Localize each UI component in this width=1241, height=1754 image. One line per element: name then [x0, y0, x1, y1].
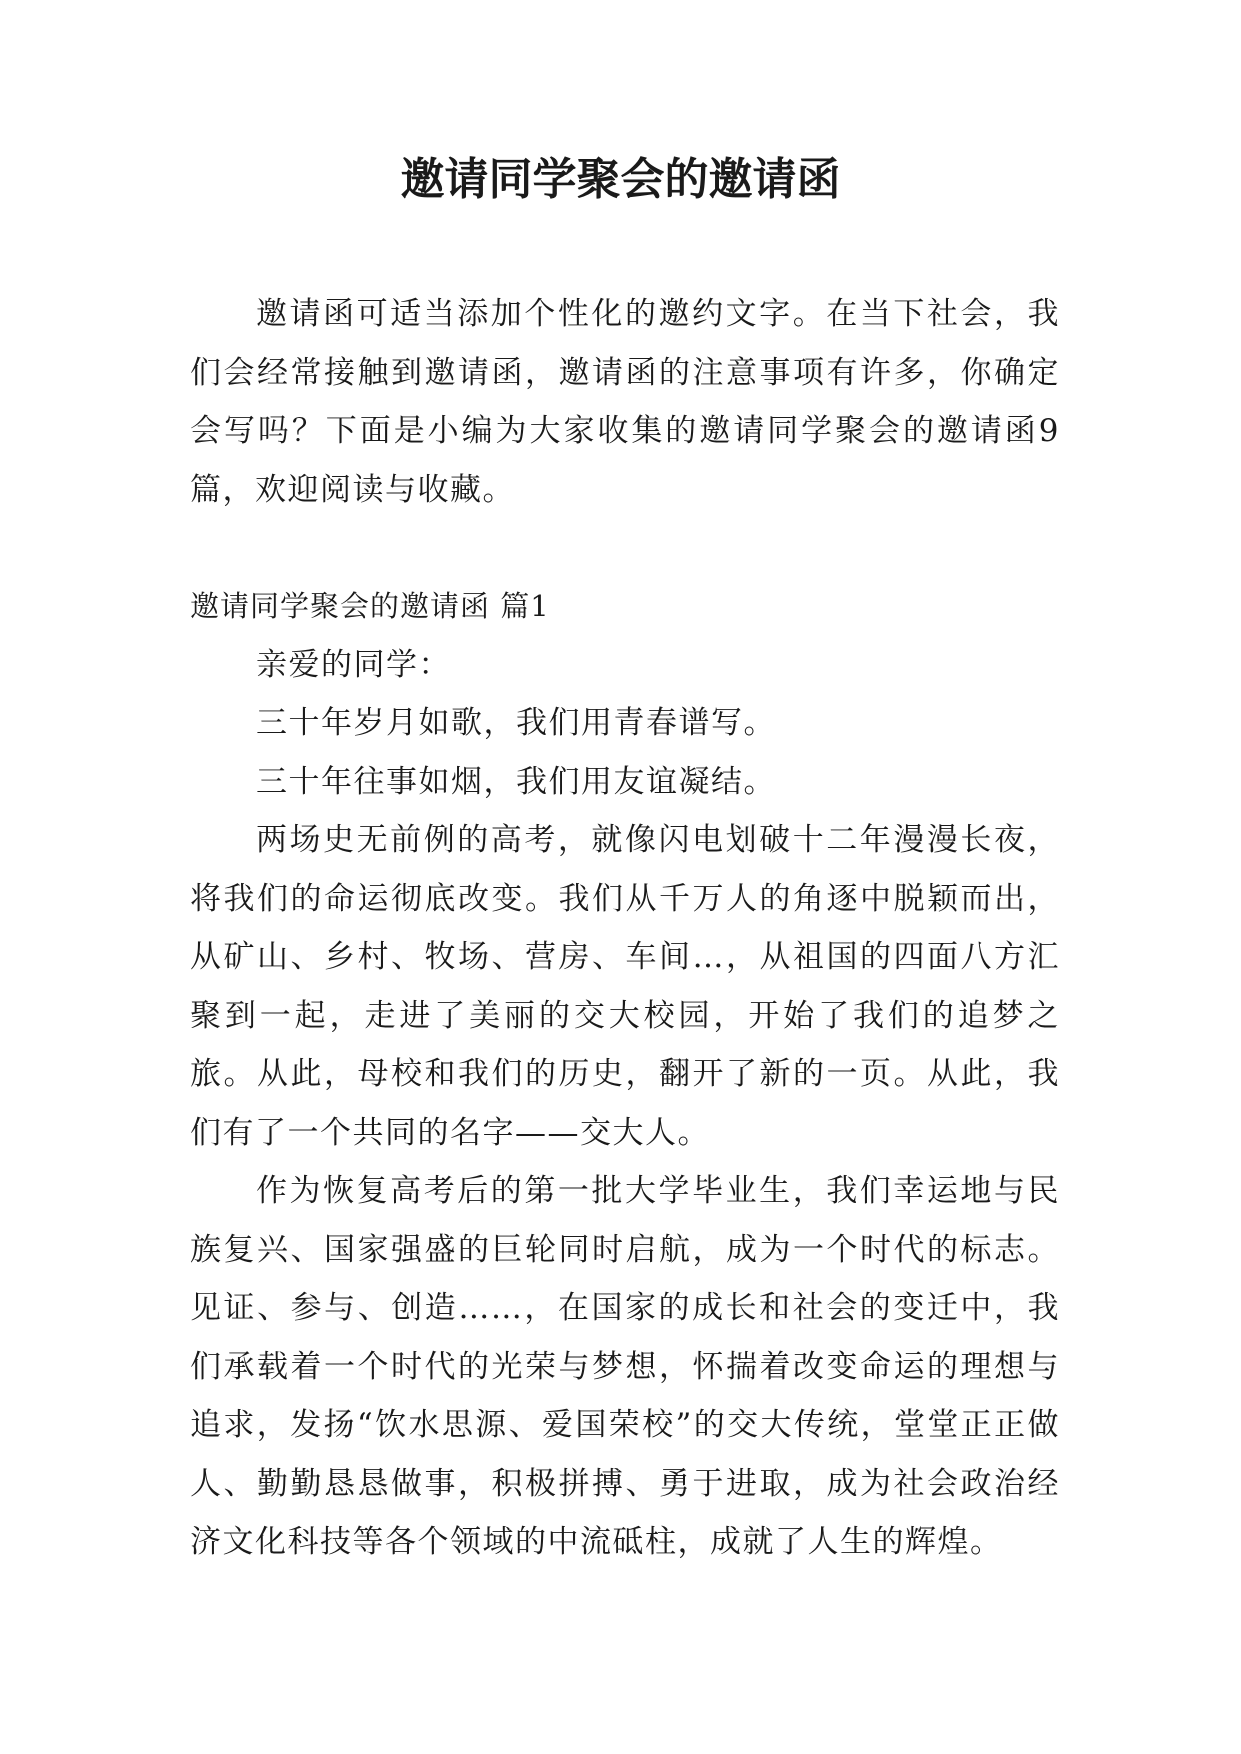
body-paragraph: 作为恢复高考后的第一批大学毕业生，我们幸运地与民族复兴、国家强盛的巨轮同时启航，成为一个时代的标志。见证、参与、创造……，在国家的成长和社会的变迁中，我们承载着一个时代的光荣与梦想，怀揣着改变命运的理想与追求，发扬“饮水思源、爱国荣校”的交大传统，堂堂正正做人、勤勤恳恳做事，积极拼搏、勇于进取，成为社会政治经济文化科技等各个领域的中流砥柱，成就了人生的辉煌。 — [190, 1173, 1060, 1560]
document-title: 邀请同学聚会的邀请函 — [400, 154, 841, 205]
section-heading: 邀请同学聚会的邀请函 篇1 — [190, 589, 550, 623]
salutation: 亲爱的同学： — [256, 646, 451, 683]
document-body — [190, 285, 1060, 1572]
body-paragraph: 三十年岁月如歌，我们用青春谱写。 — [256, 705, 776, 741]
body-paragraph: 两场史无前例的高考，就像闪电划破十二年漫漫长夜，将我们的命运彻底改变。我们从千万人的角逐中脱颖而出，从矿山、乡村、牧场、营房、车间…，从祖国的四面八方汇聚到一起，走进了美丽的交大校园，开始了我们的追梦之旅。从此，母校和我们的历史，翻开了新的一页。从此，我们有了一个共同的名字——交大人。 — [190, 822, 1060, 1151]
body-paragraph: 三十年往事如烟，我们用友谊凝结。 — [256, 763, 776, 800]
intro-paragraph: 邀请函可适当添加个性化的邀约文字。在当下社会，我们会经常接触到邀请函，邀请函的注意事项有许多，你确定会写吗？下面是小编为大家收集的邀请同学聚会的邀请函9篇，欢迎阅读与收藏。 — [190, 296, 1060, 508]
